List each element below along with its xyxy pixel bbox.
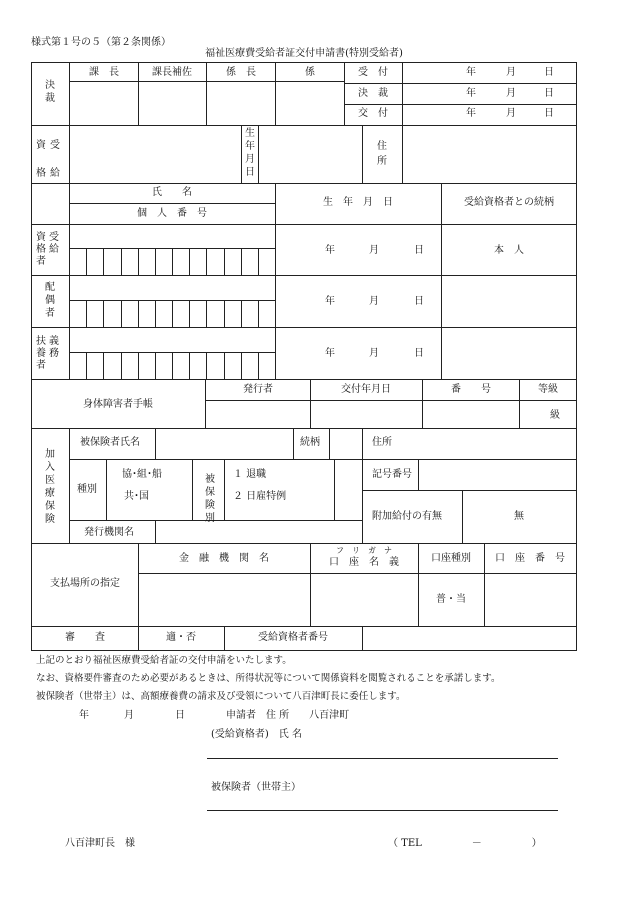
relation-self: 本 人 — [494, 245, 524, 256]
recipient-number-label: 受給資格者番号 — [258, 632, 328, 643]
form-title: 福祉医療費受給者証交付申請書(特別受給者) — [205, 48, 403, 59]
applicant-label: 申請者 住 所 八百津町 — [226, 710, 350, 721]
approval-role: 課 長 — [89, 67, 119, 78]
person-label: 資受格給者 — [36, 232, 62, 267]
date-month: 月 — [506, 88, 516, 99]
addressee: 八百津町長 様 — [65, 838, 135, 849]
date-month: 月 — [506, 108, 516, 119]
payment-label: 支払場所の指定 — [50, 578, 120, 589]
insured-type-label: 被保険別 — [205, 474, 215, 524]
extra-benefit-value: 無 — [514, 511, 524, 522]
form-number: 様式第１号の５（第２条関係） — [31, 37, 171, 48]
grade-suffix: 級 — [550, 410, 560, 421]
account-number-header: 口 座 番 号 — [495, 553, 565, 564]
statement-line: 被保険者（世帯主）は、高額療養費の請求及び受領について八百津町長に委任します。 — [36, 691, 406, 702]
insured-type-value: ２ 日雇特例 — [233, 491, 287, 502]
insured-name-label: 被保険者氏名 — [80, 437, 140, 448]
insured-type-value: １ 退職 — [233, 469, 267, 480]
account-name-header: 口 座 名 義 — [329, 557, 399, 568]
insurance-type-label: 種別 — [77, 484, 97, 495]
disability-header: 番 号 — [451, 384, 491, 395]
disability-label: 身体障害者手帳 — [83, 399, 153, 410]
date-month: 月 — [369, 296, 379, 307]
symbol-number-label: 記号番号 — [372, 469, 412, 480]
issuer-label: 発行機関名 — [84, 527, 134, 538]
relation-header: 受給資格者との続柄 — [464, 197, 554, 208]
approval-role: 課長補佐 — [152, 67, 192, 78]
date-year: 年 — [466, 88, 476, 99]
account-type-header: 口座種別 — [431, 553, 471, 564]
approval-label: 決裁 — [45, 80, 55, 104]
insurance-label: 加入医療保険 — [45, 449, 55, 525]
review-label: 審 査 — [65, 632, 105, 643]
date-year: 年 — [325, 348, 335, 359]
approval-step-decision: 決 裁 — [358, 88, 388, 99]
approval-role: 係 — [305, 67, 315, 78]
date-month: 月 — [369, 348, 379, 359]
person-label: 扶義養務者 — [36, 336, 62, 371]
date-month: 月 — [369, 245, 379, 256]
date-month: 月 — [506, 67, 516, 78]
date-day: 日 — [414, 296, 424, 307]
date-year: 年 — [466, 108, 476, 119]
date-day: 日 — [544, 88, 554, 99]
date-year: 年 — [466, 67, 476, 78]
qualification-label: 資受格給 — [36, 140, 64, 179]
insurance-address-label: 住所 — [372, 437, 392, 448]
insurance-type-value: 共･国 — [124, 491, 149, 502]
insurance-relation-label: 続柄 — [300, 437, 320, 448]
approval-role: 係 長 — [226, 67, 256, 78]
applicant-role-label: (受給資格者) 氏 名 — [211, 729, 302, 740]
birth-date-field[interactable] — [259, 126, 362, 183]
insured-label: 被保険者（世帯主） — [211, 782, 301, 793]
insurance-type-value: 協･組･船 — [122, 469, 162, 480]
statement-line: 上記のとおり福祉医療費受給者証の交付申請をいたします。 — [36, 655, 292, 666]
name-header: 氏 名 — [152, 187, 192, 198]
account-type-value: 普・当 — [436, 594, 466, 605]
date-year: 年 — [325, 245, 335, 256]
date-day: 日 — [414, 245, 424, 256]
approval-step-receipt: 受 付 — [358, 67, 388, 78]
disability-header: 交付年月日 — [341, 384, 391, 395]
extra-benefit-label: 附加給付の有無 — [372, 511, 442, 522]
approval-step-issue: 交 付 — [358, 108, 388, 119]
disability-header: 等級 — [538, 384, 558, 395]
date-year: 年 — [325, 296, 335, 307]
birth-label: 生年月日 — [245, 128, 255, 178]
statement-line: なお、資格要件審査のため必要があるときは、所得状況等について関係資料を閲覧されることを承諾します。 — [36, 673, 501, 684]
person-label: 配偶者 — [45, 282, 55, 319]
date-day: 日 — [544, 67, 554, 78]
sign-date-year: 年 — [79, 710, 89, 721]
tel-label: （ TEL － ） — [388, 838, 542, 849]
qualification-address-field[interactable] — [403, 126, 576, 183]
disability-header: 発行者 — [243, 384, 273, 395]
date-day: 日 — [414, 348, 424, 359]
review-result: 適・否 — [166, 632, 196, 643]
furigana-label: フ リ ガ ナ — [336, 546, 392, 555]
bank-header: 金 融 機 関 名 — [179, 553, 269, 564]
birth-header: 生 年 月 日 — [323, 197, 393, 208]
date-day: 日 — [544, 108, 554, 119]
address-label: 住所 — [377, 141, 387, 167]
sign-date-day: 日 — [175, 710, 185, 721]
sign-date-month: 月 — [124, 710, 134, 721]
id-number-header: 個 人 番 号 — [137, 208, 207, 219]
